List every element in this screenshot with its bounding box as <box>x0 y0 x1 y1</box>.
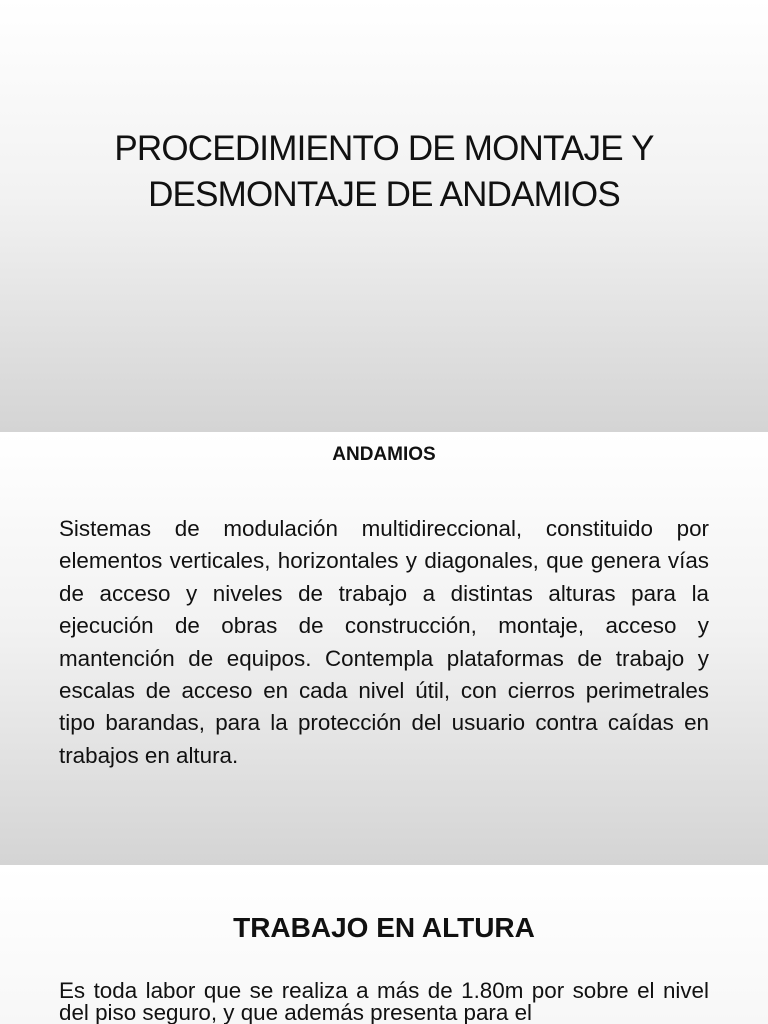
title-slide <box>0 0 768 432</box>
presentation-title <box>40 126 728 218</box>
trabajo-en-altura-slide <box>0 866 768 1024</box>
trabajo-en-altura-heading: TRABAJO EN ALTURA <box>233 912 535 943</box>
andamios-definition: Sistemas de modulación multidireccional, constituido por elementos verticales, horizontales y diagonales, que genera vías de acceso y niveles de trabajo a distintas alturas para la ejecución de obras de construcción, montaje, acceso y mantención de equipos. Contempla plataformas de trabajo y escalas de acceso en cada nivel útil, con cierros perimetrales tipo barandas, para la protección del usuario contra caídas en trabajos en altura. <box>59 516 709 768</box>
title-line-2: DESMONTAJE DE ANDAMIOS <box>148 175 620 214</box>
andamios-slide <box>0 433 768 865</box>
andamios-heading: ANDAMIOS <box>332 444 436 465</box>
trabajo-en-altura-definition: Es toda labor que se realiza a más de 1.80m por sobre el nivel del piso seguro, y que además presenta para el <box>59 978 709 1024</box>
title-line-1: PROCEDIMIENTO DE MONTAJE Y <box>114 129 654 168</box>
